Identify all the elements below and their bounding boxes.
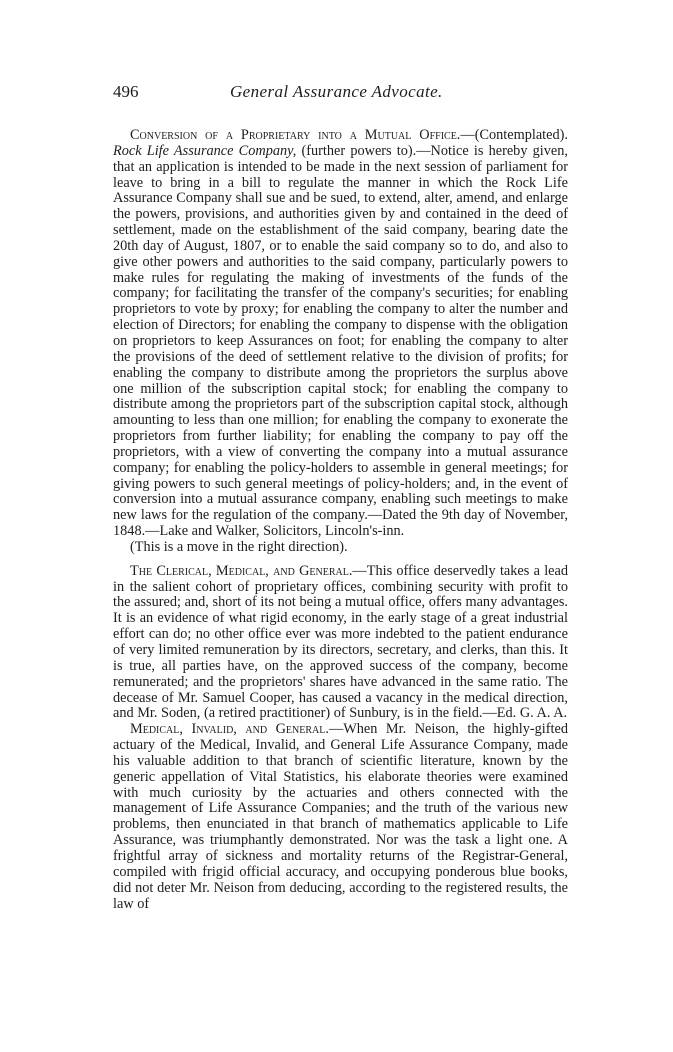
article-text: (further powers to).—Notice is hereby given, that an application is intended to be made in the next session of parliament for leave to bring in a bill to regulate the manner in which the Rock Life Assurance Company shall sue and be sued, to extend, alter, amend, and enlarge the powers, provisions, and authorities given by and contained in the deed of settlement, made on the establishment of the said company, bearing date the 20th day of August, 1807, or to enable the said company so to do, and also to give other powers and authorities to the said company, particularly powers to make rules for regulating the making of investments of the funds of the company; for facilitating the transfer of the company's securities; for enabling proprietors to vote by proxy; for enabling the company to alter the number and election of Directors; for enabling the company to dispense with the obligation on proprietors to keep Assurances on foot; for enabling the company to alter the provisions of the deed of settlement relative to the division of profits; for enabling the company to distribute among the proprietors the surplus above one million of the subscription capital stock; for enabling the company to distribute among the proprietors part of the subscription capital stock, although amounting to less than one million; for enabling the company to exonerate the proprietors from further liability; for enabling the company to pay off the proprietors, with a view of converting the company into a mutual assurance company; for enabling the policy-holders to assemble in general meetings; for giving powers to such general meetings of policy-holders; and, in the event of conversion into a mutual assurance company, enabling such meetings to make new laws for the regulation of the company.—Dated the 9th day of November, 1848.—Lake and Walker, Solicitors, Lincoln's-inn. (113, 142, 568, 540)
article-text: —This office deservedly takes a lead in the salient cohort of proprietary offices, combining security with profit to the assured; and, short of its not being a mutual office, offers many advantages. It is an evidence of what rigid economy, in the early stage of a great industrial effort can do; no other office ever was more indebted to the patient endurance of very limited remuneration by its directors, secretary, and clerks, than this. It is true, all parties have, on the approved success of the company, become remunerated; and the proprietors' shares have advanced in the same ratio. The decease of Mr. Samuel Cooper, has caused a vacancy in the medical direction, and Mr. Soden, (a retired practitioner) of Sunbury, is in the field.—Ed. G. A. A. (113, 562, 569, 722)
article-heading: The Clerical, Medical, and General. (130, 562, 353, 579)
article-heading: Medical, Invalid, and General. (130, 721, 329, 738)
editorial-note: (This is a move in the right direction). (130, 538, 348, 555)
running-title: General Assurance Advocate. (230, 82, 443, 101)
company-name: Rock Life Assurance Company, (113, 142, 297, 159)
article-subheading: —(Contemplated). (460, 127, 568, 143)
article-rock-life-conversion (113, 128, 568, 540)
article-medical-invalid-general (113, 722, 568, 912)
page-body (113, 128, 568, 912)
page-number: 496 (113, 82, 139, 101)
article-clerical-medical-general (113, 564, 568, 722)
article-heading: Conversion of a Proprietary into a Mutual Office. (130, 127, 461, 143)
article-text: —When Mr. Neison, the highly-gifted actuary of the Medical, Invalid, and General Life Assurance Company, made his valuable addition to that branch of scientific literature, known by the generic appellation of Vital Statistics, his elaborate theories were examined with much curiosity by the actuaries and others connected with the management of Life Assurance Companies; and the truth of the various new problems, then enunciated in that branch of mathematics applicable to Life Assurance, was triumphantly demonstrated. Nor was the task a light one. A frightful array of sickness and mortality returns of the Registrar-General, compiled with frigid official accuracy, and occupying ponderous blue books, did not deter Mr. Neison from deducing, according to the registered results, the law of (113, 721, 568, 912)
page-header (113, 82, 568, 106)
